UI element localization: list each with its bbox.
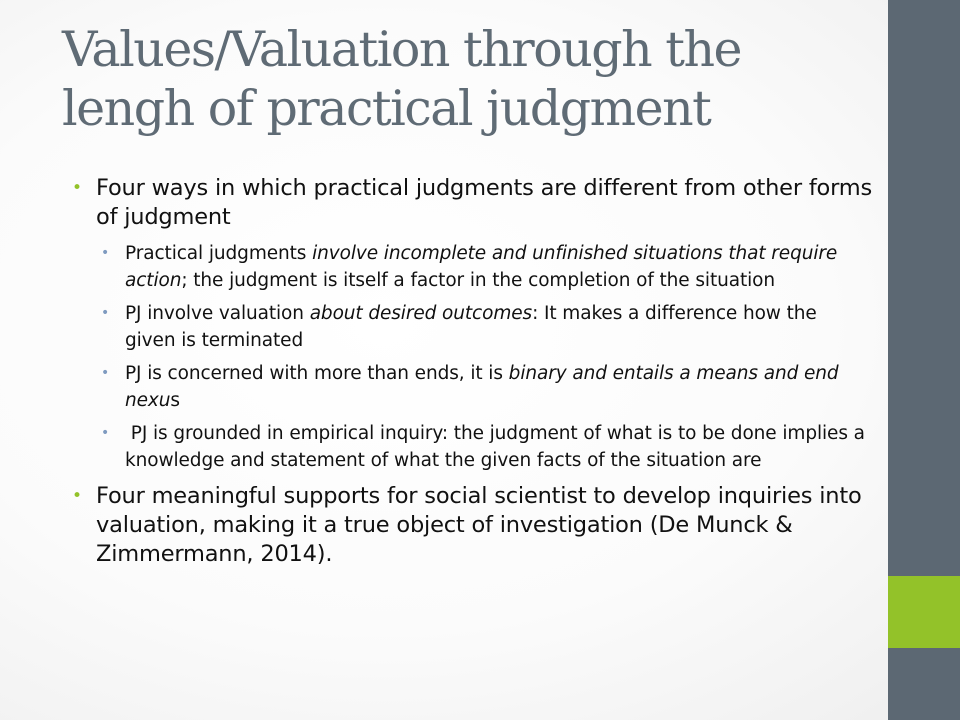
bullet-icon: •	[72, 486, 82, 506]
bullet-icon: •	[101, 365, 110, 381]
bullet-icon: •	[101, 305, 110, 321]
bullet-level2	[72, 360, 872, 414]
bullet-text: Four meaningful supports for social scientist to develop inquiries into valuation, making it a true object of investigation (De Munck & Zimmermann, 2014).	[96, 483, 862, 567]
bullet-icon: •	[72, 178, 82, 198]
bullet-text: PJ involve valuation about desired outcomes: It makes a difference how the given is terminated	[125, 303, 817, 351]
bullet-level2	[72, 420, 872, 474]
bullet-level1	[72, 482, 872, 569]
bullet-level2	[72, 240, 872, 294]
bullet-icon: •	[101, 425, 110, 441]
bullet-level2	[72, 300, 872, 354]
slide-title: Values/Valuation through the lengh of practical judgment	[62, 21, 742, 137]
bullet-icon: •	[101, 245, 110, 261]
bullet-text: Practical judgments involve incomplete and unfinished situations that require action; the judgment is itself a factor in the completion of the situation	[125, 243, 838, 291]
bullet-text: Four ways in which practical judgments are different from other forms of judgment	[96, 175, 873, 230]
sidebar-accent-block	[888, 576, 960, 648]
slide-content	[72, 174, 872, 569]
bullet-level1	[72, 174, 872, 232]
bullet-text: PJ is concerned with more than ends, it is binary and entails a means and end nexus	[125, 363, 839, 411]
bullet-text: PJ is grounded in empirical inquiry: the judgment of what is to be done implies a knowledge and statement of what the given facts of the situation are	[125, 423, 871, 471]
